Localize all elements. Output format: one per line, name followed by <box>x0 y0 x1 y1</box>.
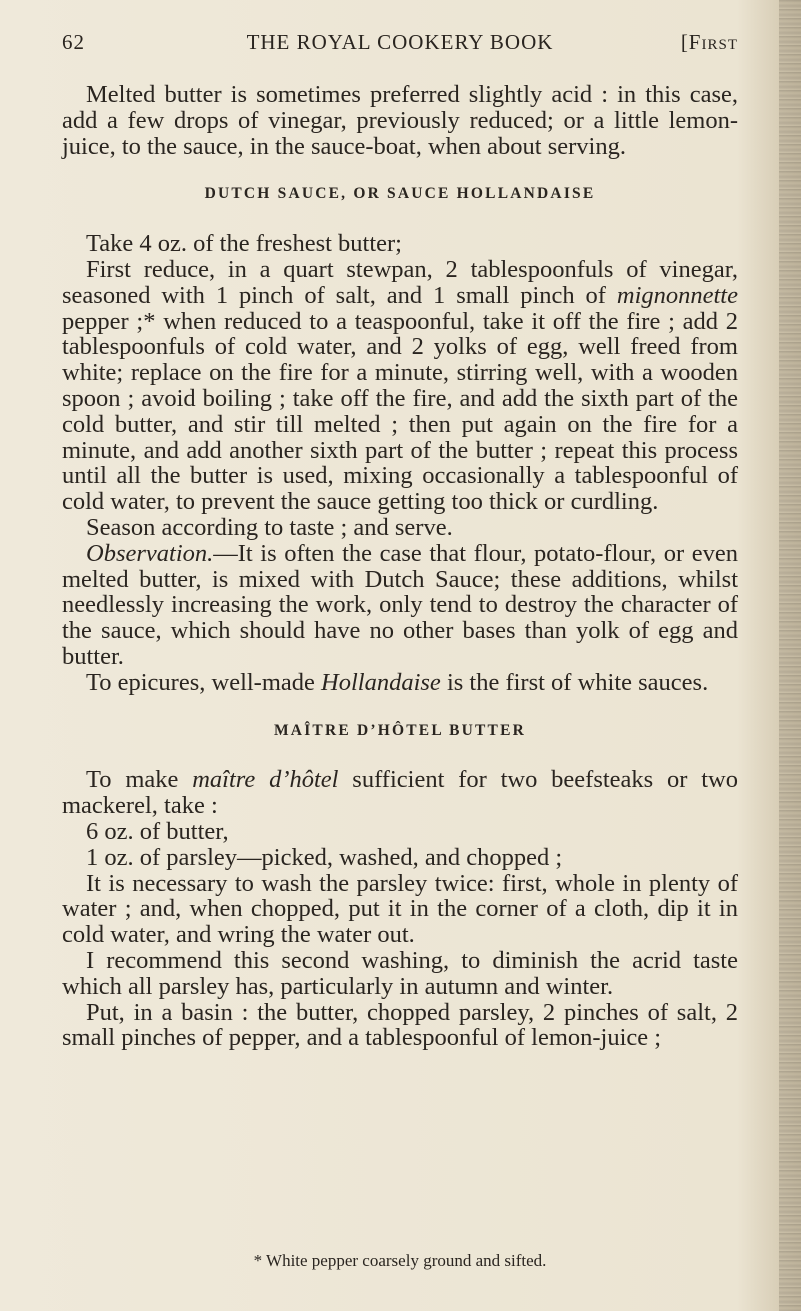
heading-dutch-sauce: DUTCH SAUCE, OR SAUCE HOLLANDAISE <box>204 185 596 203</box>
page-number: 62 <box>62 30 85 54</box>
running-header <box>62 30 738 60</box>
maitre-paragraph-1: To make maître d’hôtel sufficient for two beefsteaks or two mackerel, take : <box>62 766 738 820</box>
dutch-paragraph-1: Take 4 oz. of the freshest butter; <box>86 230 402 258</box>
heading-maitre-dhotel: MAÎTRE D’HÔTEL BUTTER <box>273 721 527 739</box>
dutch-paragraph-5: To epicures, well-made Hollandaise is the first of white sauces. <box>86 668 709 696</box>
ingredient-list <box>86 819 738 871</box>
dutch-paragraph-3: Season according to taste ; and serve. <box>86 513 453 541</box>
intro-paragraph: Melted butter is sometimes preferred slightly acid : in this case, add a few drops of vinegar, previously reduced; or a little lemon-juice, to the sauce, in the sauce-boat, when about serving. <box>62 81 738 160</box>
page-edge <box>779 0 801 1311</box>
maitre-paragraph-4: Put, in a basin : the butter, chopped parsley, 2 pinches of salt, 2 small pinches of pepper, and a tablespoonful of lemon-juice ; <box>62 998 738 1052</box>
maitre-paragraph-2: It is necessary to wash the parsley twice: first, whole in plenty of water ; and, when chopped, put it in the corner of a cloth, dip it in cold water, and wring the water out. <box>62 869 738 949</box>
maitre-paragraph-3: I recommend this second washing, to diminish the acrid taste which all parsley has, particularly in autumn and winter. <box>62 946 738 1000</box>
ingredient-item: 1 oz. of parsley—picked, washed, and chopped ; <box>86 843 563 871</box>
dutch-paragraph-2: First reduce, in a quart stewpan, 2 tablespoonfuls of vinegar, seasoned with 1 pinch of salt, and 1 small pinch of mignonnette pepper ;* when reduced to a teaspoonful, take it off the fire ; add 2 tablespoonfuls of cold water, and 2 yolks of egg, well freed from white; replace on the fire for a minute, stirring well, with a wooden spoon ; avoid boiling ; take off the fire, and add the sixth part of the cold butter, and stir till melted ; then put again on the fire for a minute, and add another sixth part of the butter ; repeat this process until all the butter is used, mixing occasionally a tablespoonful of cold water, to prevent the sauce getting too thick or curdling. <box>62 255 738 516</box>
dutch-observation: Observation.—It is often the case that flour, potato-flour, or even melted butter, is mixed with Dutch Sauce; these additions, whilst needlessly increasing the work, only tend to destroy the character of the sauce, which should have no other bases than yolk of egg and butter. <box>62 539 738 670</box>
section-label: [First <box>680 30 738 54</box>
ingredient-item: 6 oz. of butter, <box>86 817 229 845</box>
page-body <box>62 82 738 1051</box>
footnote: * White pepper coarsely ground and sifted. <box>253 1251 547 1270</box>
book-title: THE ROYAL COOKERY BOOK <box>246 30 554 54</box>
